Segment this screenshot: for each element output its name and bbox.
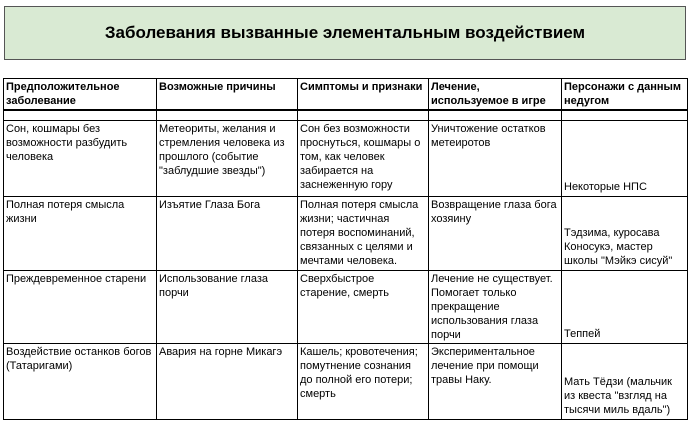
cell-treatment: Возвращение глаза бога хозяину (429, 196, 562, 270)
cell-symptoms: Сверхбыстрое старение, смерть (298, 270, 429, 343)
cell-treatment: Экспериментальное лечение при помощи травы Наку. (429, 343, 562, 419)
characters-text: Тэдзима, куросава Коносукэ, мастер школы "Мэйкэ сисуй" (564, 226, 673, 267)
table-row (4, 270, 688, 343)
cell-characters (562, 270, 688, 343)
characters-text: Мать Тёдзи (мальчик из квеста "взгляд на тысячи миль вдаль") (564, 375, 672, 416)
page-title: Заболевания вызванные элементальным воздействием (4, 6, 686, 60)
cell-treatment: Лечение не существует. Помогает только прекращение использования глаза порчи (429, 270, 562, 343)
cell-disease: Преждевременное старени (4, 270, 157, 343)
table-header-row (4, 79, 688, 111)
cell-symptoms: Полная потеря смысла жизни; частичная потеря воспоминаний, связанных с целями и мечтами человека. (298, 196, 429, 270)
cell-disease: Полная потеря смысла жизни (4, 196, 157, 270)
spacer-row (4, 110, 688, 120)
cell-treatment: Уничтожение остатков метеиротов (429, 120, 562, 196)
table-row (4, 343, 688, 419)
cell-disease: Сон, кошмары без возможности разбудить человека (4, 120, 157, 196)
cell-causes: Авария на горне Микагэ (157, 343, 298, 419)
cell-characters (562, 120, 688, 196)
table-row (4, 120, 688, 196)
cell-characters (562, 196, 688, 270)
disease-table (3, 78, 688, 420)
column-header: Персонажи с данным недугом (562, 79, 688, 111)
column-header: Симптомы и признаки (298, 79, 429, 111)
characters-text: Теппей (564, 327, 601, 340)
column-header: Возможные причины (157, 79, 298, 111)
cell-symptoms: Сон без возможности проснуться, кошмары о том, как человек забирается на заснеженную гору (298, 120, 429, 196)
column-header: Лечение, используемое в игре (429, 79, 562, 111)
cell-disease: Воздействие останков богов (Татаригами) (4, 343, 157, 419)
column-header: Предположительное заболевание (4, 79, 157, 111)
cell-symptoms: Кашель; кровотечения; помутнение сознания до полной его потери; смерть (298, 343, 429, 419)
cell-causes: Изъятие Глаза Бога (157, 196, 298, 270)
cell-causes: Использование глаза порчи (157, 270, 298, 343)
cell-characters (562, 343, 688, 419)
characters-text: Некоторые НПС (564, 180, 647, 193)
table-row (4, 196, 688, 270)
cell-causes: Метеориты, желания и стремления человека из прошлого (событие "заблудшие звезды") (157, 120, 298, 196)
